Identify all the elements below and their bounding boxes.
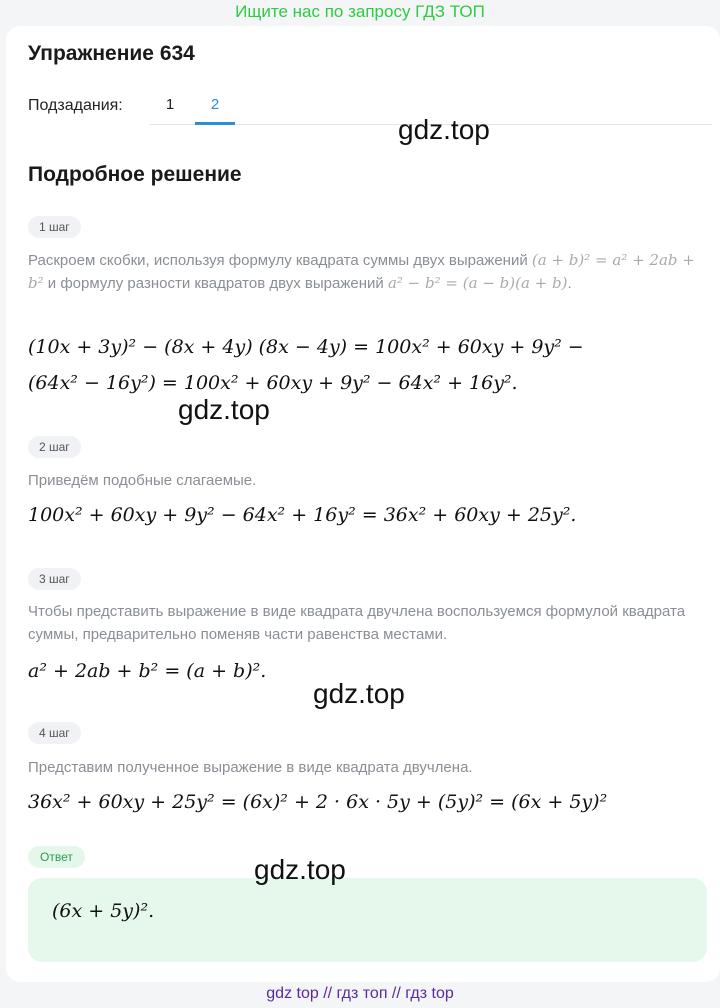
step-badge-1: 1 шаг [28,216,81,238]
step-1-math-line-2: (64x² − 16y²) = 100x² + 60xy + 9y² − 64x² + 16y². [28,372,518,394]
watermark-4: gdz.top [254,854,346,885]
solution-title: Подробное решение [28,163,242,186]
step-4-math-line-1: 36x² + 60xy + 25y² = (6x)² + 2 · 6x · 5y + (5y)² = (6x + 5y)² [28,791,608,813]
active-tab-indicator [195,122,235,125]
page-title: Упражнение 634 [28,42,195,65]
step-1-formula-difference-squares: a² − b² = (a − b)(a + b) [387,274,568,292]
step-1-text-c: . [567,275,572,292]
step-2-math-line-1: 100x² + 60xy + 9y² − 64x² + 16y² = 36x² + 60xy + 25y². [28,504,577,526]
search-banner: Ищите нас по запросу ГДЗ ТОП [235,2,485,21]
step-3-description: Чтобы представить выражение в виде квадрата двучлена воспользуемся формулой квадрата суммы, предварительно поменяв части равенства местами. [28,603,686,643]
step-badge-3: 3 шаг [28,568,81,590]
step-2-description: Приведём подобные слагаемые. [28,472,257,489]
step-badge-4: 4 шаг [28,722,81,744]
step-1-formula-sum-square: (a + b)² = a² + 2ab + b² [28,251,695,292]
step-1-math-line-1: (10x + 3y)² − (8x + 4y) (8x − 4y) = 100x² + 60xy + 9y² − [28,336,584,358]
step-4-description: Представим полученное выражение в виде квадрата двучлена. [28,759,473,776]
step-badge-2: 2 шаг [28,436,81,458]
step-1-text-b: и формулу разности квадратов двух выражений [43,275,388,292]
footer-links[interactable]: gdz top // гдз топ // гдз top [266,985,454,1002]
step-3-math-line-1: a² + 2ab + b² = (a + b)². [28,660,267,682]
watermark-3: gdz.top [313,678,405,709]
step-1-text-a: Раскроем скобки, используя формулу квадрата суммы двух выражений [28,252,532,269]
subtask-tab-1[interactable]: 1 [165,96,175,113]
answer-box [28,878,707,962]
answer-badge: Ответ [28,846,85,868]
watermark-1: gdz.top [398,114,490,145]
step-1-description [28,249,698,295]
subtask-tab-2[interactable]: 2 [210,96,220,113]
watermark-2: gdz.top [178,394,270,425]
answer-math: (6x + 5y)². [52,900,155,922]
subtasks-label: Подзадания: [28,97,123,114]
